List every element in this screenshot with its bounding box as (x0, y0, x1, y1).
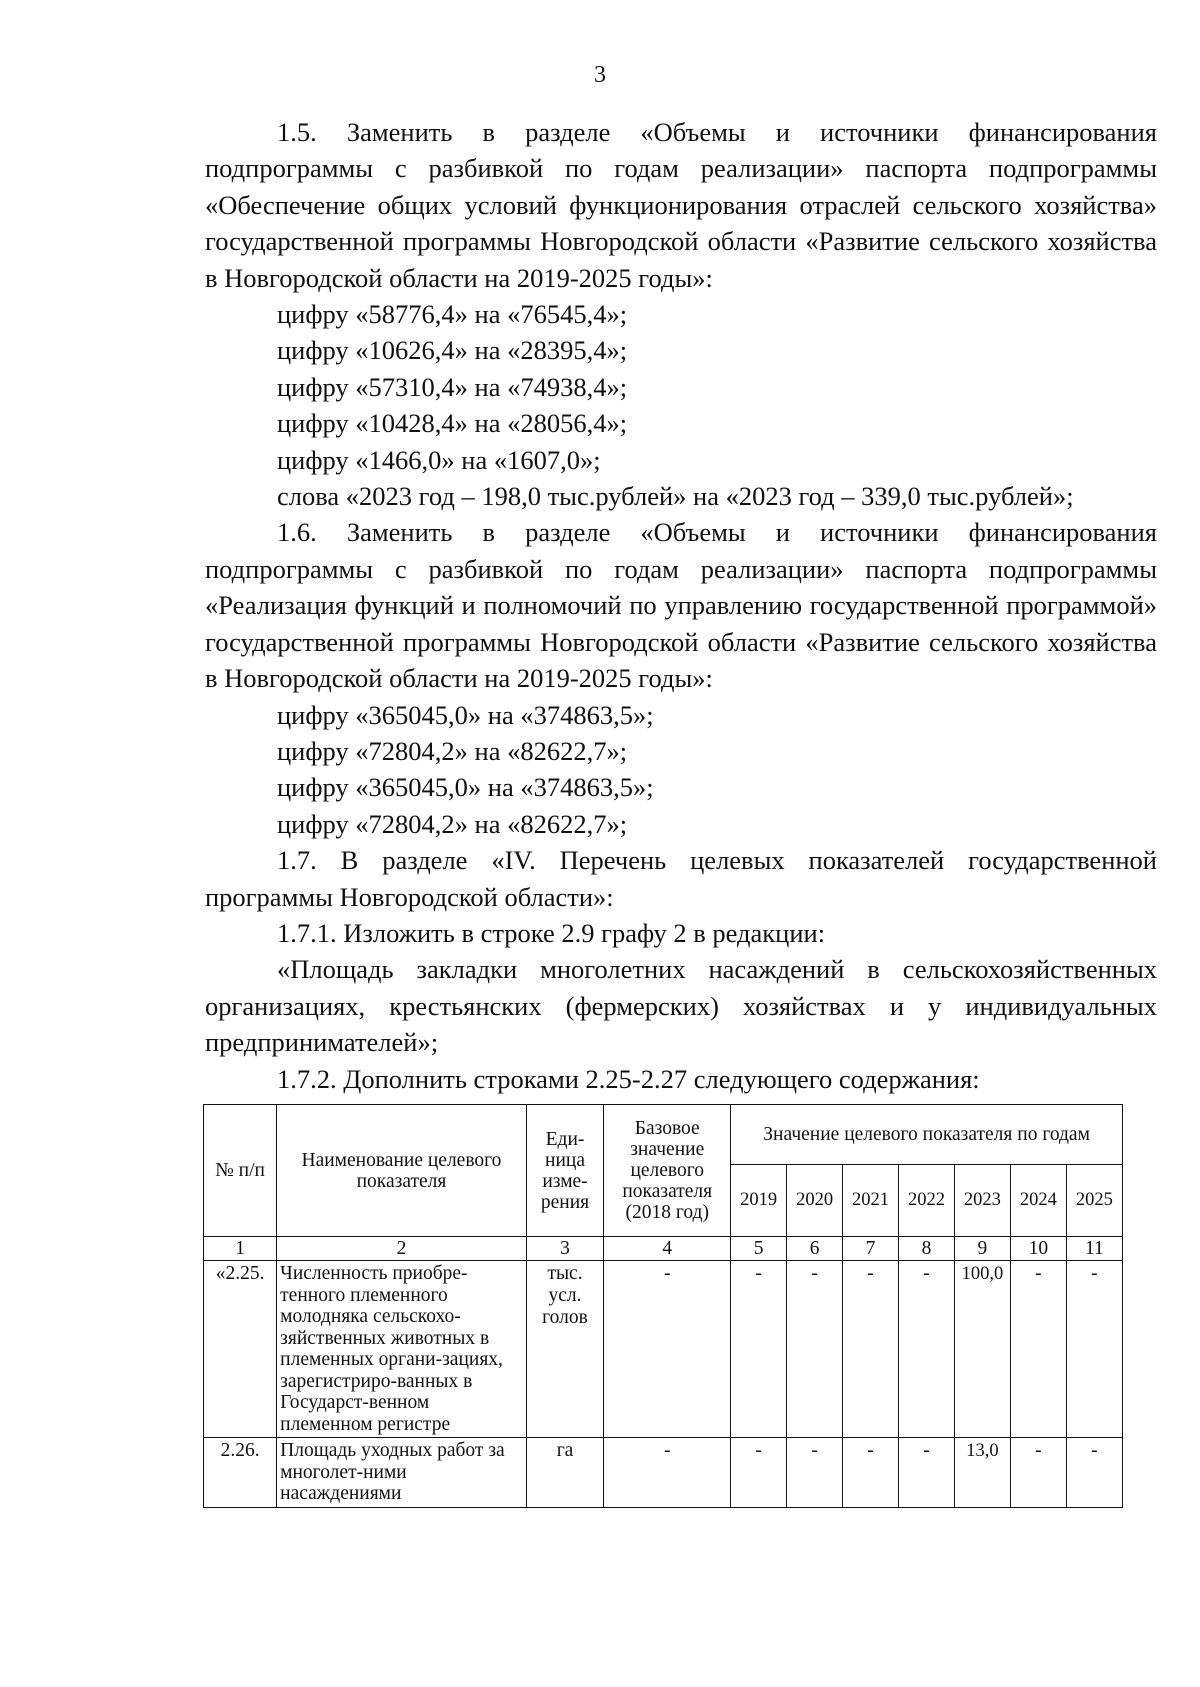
column-number: 9 (954, 1237, 1010, 1261)
row-year-value: - (899, 1438, 955, 1508)
header-unit: Еди-ница изме-рения (526, 1105, 603, 1237)
header-base-value: Базовое значение целевого показателя (2018 год) (604, 1105, 731, 1237)
replacement-item: цифру «10428,4» на «28056,4»; (277, 408, 628, 439)
row-year-value: - (731, 1438, 787, 1508)
replacement-item: цифру «365045,0» на «374863,5»; (277, 772, 654, 803)
replacement-item: цифру «72804,2» на «82622,7»; (277, 735, 628, 766)
row-indicator-name: Численность приобре-тенного племенного молодняка сельскохо-зяйственных животных в племенных органи-зациях, зарегистриро-ванных в Государст-венном племенном регистре (277, 1261, 527, 1438)
header-year: 2023 (954, 1165, 1010, 1237)
indicators-table (203, 1104, 1123, 1508)
row-num: «2.25. (204, 1261, 277, 1438)
column-number: 4 (604, 1237, 731, 1261)
header-year: 2019 (731, 1165, 787, 1237)
column-number: 1 (204, 1237, 277, 1261)
row-year-value: - (843, 1261, 899, 1438)
paragraph-1-7-1-quote: «Площадь закладки многолетних насаждений в сельскохозяйственных организациях, крестьянских (фермерских) хозяйствах и у индивидуальных предпринимателей»; (205, 954, 1157, 1058)
column-number: 8 (899, 1237, 955, 1261)
column-number: 2 (277, 1237, 527, 1261)
replacement-item: цифру «365045,0» на «374863,5»; (277, 699, 654, 730)
row-base-value: - (604, 1261, 731, 1438)
header-name: Наименование целевого показателя (277, 1105, 527, 1237)
row-year-value: - (899, 1261, 955, 1438)
replacement-item: цифру «58776,4» на «76545,4»; (277, 299, 628, 330)
column-number: 11 (1066, 1237, 1122, 1261)
document-body (205, 114, 1157, 1097)
table-row (204, 1438, 1123, 1508)
row-base-value: - (604, 1438, 731, 1508)
row-year-value: 13,0 (954, 1438, 1010, 1508)
paragraph-1-5: 1.5. Заменить в разделе «Объемы и источники финансирования подпрограммы с разбивкой по годам реализации» паспорта подпрограммы «Обеспечение общих условий функционирования отраслей сельского хозяйства» государственной программы Новгородской области «Развитие сельского хозяйства в Новгородской области на 2019-2025 годы»: (205, 117, 1157, 293)
page-number: 3 (594, 62, 606, 88)
column-number: 5 (731, 1237, 787, 1261)
row-num: 2.26. (204, 1438, 277, 1508)
paragraph-1-6: 1.6. Заменить в разделе «Объемы и источники финансирования подпрограммы с разбивкой по годам реализации» паспорта подпрограммы «Реализация функций и полномочий по управлению государственной программой» государственной программы Новгородской области «Развитие сельского хозяйства в Новгородской области на 2019-2025 годы»: (205, 517, 1157, 694)
replacement-item: цифру «57310,4» на «74938,4»; (277, 371, 628, 402)
row-indicator-name: Площадь уходных работ за многолет-ними насаждениями (277, 1438, 527, 1508)
row-year-value: - (787, 1438, 843, 1508)
header-year: 2025 (1066, 1165, 1122, 1237)
row-year-value: - (1010, 1438, 1066, 1508)
row-year-value: - (843, 1438, 899, 1508)
column-number: 10 (1010, 1237, 1066, 1261)
replacement-item: цифру «10626,4» на «28395,4»; (277, 335, 628, 366)
header-year: 2022 (899, 1165, 955, 1237)
row-year-value: - (1066, 1261, 1122, 1438)
header-num: № п/п (204, 1105, 277, 1237)
row-year-value: - (1010, 1261, 1066, 1438)
row-year-value: 100,0 (954, 1261, 1010, 1438)
row-year-value: - (787, 1261, 843, 1438)
replacement-item: слова «2023 год – 198,0 тыс.рублей» на «2023 год – 339,0 тыс.рублей»; (277, 481, 1074, 512)
paragraph-1-7: 1.7. В разделе «IV. Перечень целевых показателей государственной программы Новгородской области»: (205, 845, 1157, 912)
header-year: 2024 (1010, 1165, 1066, 1237)
column-number: 3 (526, 1237, 603, 1261)
row-year-value: - (1066, 1438, 1122, 1508)
header-year: 2020 (787, 1165, 843, 1237)
paragraph-1-7-2: 1.7.2. Дополнить строками 2.25-2.27 следующего содержания: (277, 1063, 980, 1094)
column-number: 6 (787, 1237, 843, 1261)
column-number: 7 (843, 1237, 899, 1261)
header-values-by-year: Значение целевого показателя по годам (731, 1105, 1123, 1165)
header-year: 2021 (843, 1165, 899, 1237)
row-unit: тыс. усл. голов (526, 1261, 603, 1438)
row-year-value: - (731, 1261, 787, 1438)
table-row (204, 1261, 1123, 1438)
paragraph-1-7-1: 1.7.1. Изложить в строке 2.9 графу 2 в редакции: (277, 917, 826, 948)
replacement-item: цифру «1466,0» на «1607,0»; (277, 444, 601, 475)
replacement-item: цифру «72804,2» на «82622,7»; (277, 808, 628, 839)
row-unit: га (526, 1438, 603, 1508)
